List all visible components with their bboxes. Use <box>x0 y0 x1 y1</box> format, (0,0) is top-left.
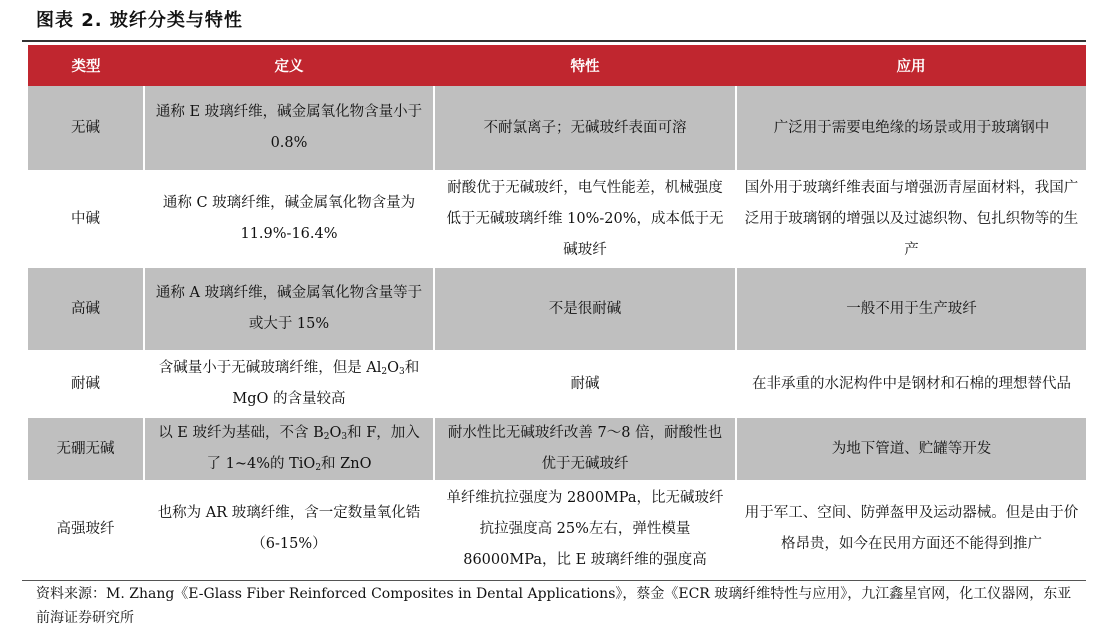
cell-application: 广泛用于需要电绝缘的场景或用于玻璃钢中 <box>736 86 1086 171</box>
cell-property: 不耐氯离子；无碱玻纤表面可溶 <box>434 86 736 171</box>
cell-type: 无碱 <box>28 86 144 171</box>
cell-type: 耐碱 <box>28 351 144 417</box>
header-application: 应用 <box>736 45 1086 86</box>
cell-definition: 通称 C 玻璃纤维，碱金属氧化物含量为 11.9%-16.4% <box>144 171 434 267</box>
top-rule <box>22 40 1086 42</box>
cell-property: 耐水性比无碱玻纤改善 7～8 倍，耐酸性也优于无碱玻纤 <box>434 417 736 481</box>
subscript: 3 <box>399 367 405 377</box>
table-row <box>28 86 1086 171</box>
cell-application: 国外用于玻璃纤维表面与增强沥青屋面材料，我国广泛用于玻璃钢的增强以及过滤织物、包扎织物等的生产 <box>736 171 1086 267</box>
cell-definition: 通称 E 玻璃纤维，碱金属氧化物含量小于 0.8% <box>144 86 434 171</box>
definition-text: 以 E 玻纤为基础，不含 B <box>158 425 324 441</box>
table-row <box>28 351 1086 417</box>
cell-type: 高碱 <box>28 267 144 351</box>
header-property: 特性 <box>434 45 736 86</box>
cell-type: 高强玻纤 <box>28 481 144 577</box>
cell-property: 不是很耐碱 <box>434 267 736 351</box>
cell-definition: 也称为 AR 玻璃纤维，含一定数量氧化锆（6-15%） <box>144 481 434 577</box>
figure-title: 图表 2. 玻纤分类与特性 <box>36 10 243 31</box>
cell-property: 单纤维抗拉强度为 2800MPa，比无碱玻纤抗拉强度高 25%左右，弹性模量 86000MPa，比 E 玻璃纤维的强度高 <box>434 481 736 577</box>
table-row <box>28 171 1086 267</box>
table-header-row <box>28 45 1086 86</box>
cell-property: 耐酸优于无碱玻纤，电气性能差，机械强度低于无碱玻璃纤维 10%-20%，成本低于无碱玻纤 <box>434 171 736 267</box>
subscript: 2 <box>381 367 388 377</box>
cell-application: 在非承重的水泥构件中是钢材和石棉的理想替代品 <box>736 351 1086 417</box>
subscript: 2 <box>315 463 322 473</box>
definition-text: 和 MgO 的含量较高 <box>232 360 420 407</box>
header-definition: 定义 <box>144 45 434 86</box>
definition-text: 和 ZnO <box>321 456 372 472</box>
table-row <box>28 481 1086 577</box>
source-note: 资料来源：M. Zhang《E-Glass Fiber Reinforced Composites in Dental Applications》，蔡金《ECR 玻璃纤维特性与应用》，九江鑫星官网，化工仪器网，东亚前海证券研究所 <box>36 586 1072 626</box>
cell-application: 一般不用于生产玻纤 <box>736 267 1086 351</box>
cell-definition: 通称 A 玻璃纤维，碱金属氧化物含量等于或大于 15% <box>144 267 434 351</box>
definition-text: 和 F，加入了 1~4%的 TiO <box>206 425 420 472</box>
cell-property: 耐碱 <box>434 351 736 417</box>
table-row <box>28 267 1086 351</box>
cell-definition <box>144 417 434 481</box>
subscript: 3 <box>341 432 348 442</box>
definition-text: 含碱量小于无碱玻璃纤维，但是 Al <box>158 360 382 376</box>
table-row <box>28 417 1086 481</box>
cell-application: 用于军工、空间、防弹盔甲及运动器械。但是由于价格昂贵，如今在民用方面还不能得到推广 <box>736 481 1086 577</box>
cell-application: 为地下管道、贮罐等开发 <box>736 417 1086 481</box>
cell-type: 无硼无碱 <box>28 417 144 481</box>
cell-definition <box>144 351 434 417</box>
definition-text: O <box>329 425 342 441</box>
cell-type: 中碱 <box>28 171 144 267</box>
bottom-rule <box>22 580 1086 581</box>
definition-text: O <box>387 360 400 376</box>
subscript: 2 <box>323 432 330 442</box>
header-type: 类型 <box>28 45 144 86</box>
fiber-classification-table <box>28 45 1086 578</box>
